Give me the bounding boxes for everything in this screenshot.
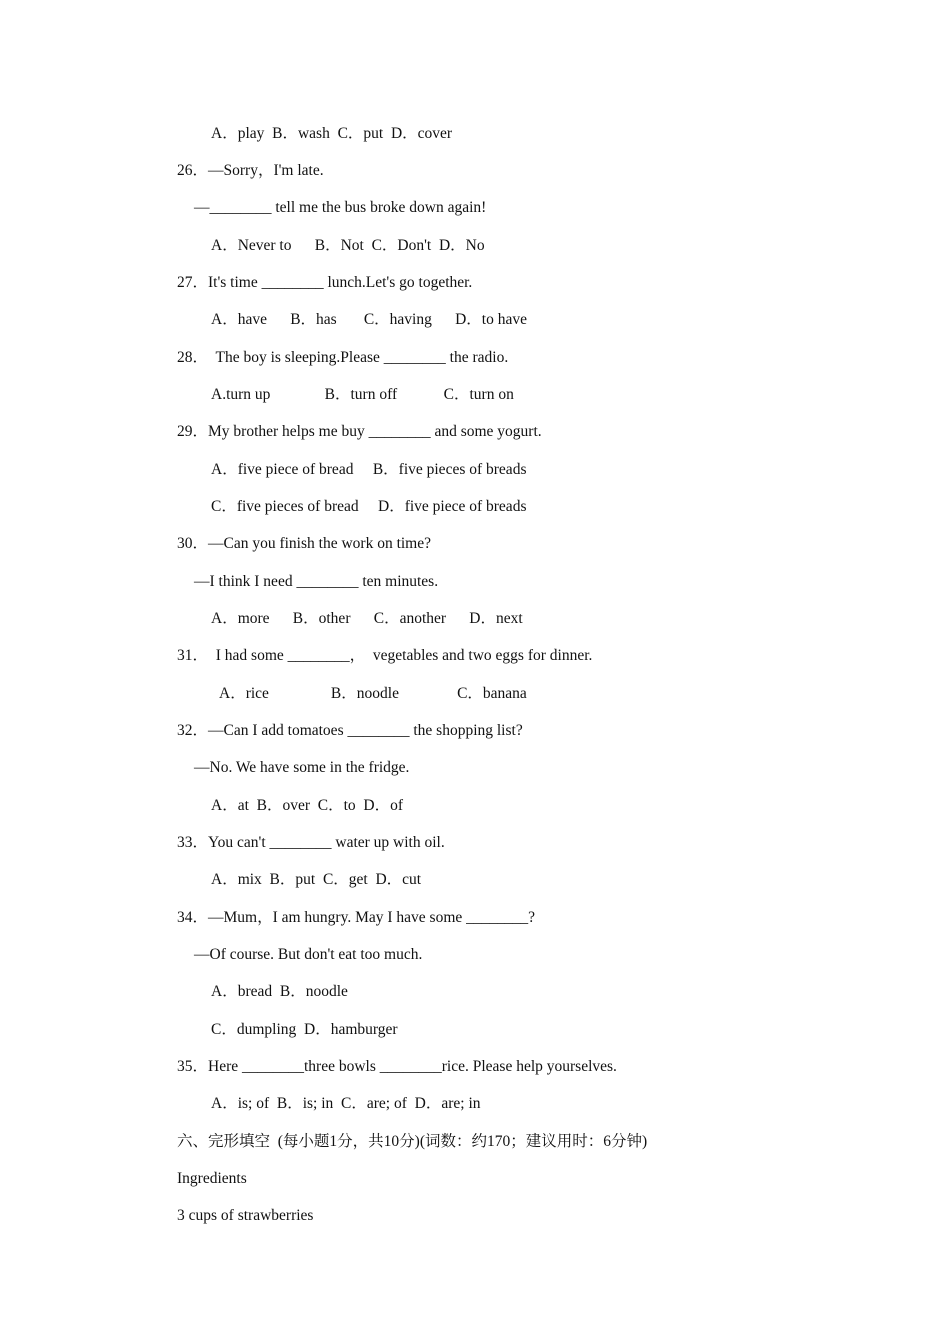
q29-options-ab: A．five piece of bread B．five pieces of breads (211, 461, 527, 478)
q28-question: 28． The boy is sleeping.Please ________ the radio. (177, 349, 509, 366)
section-heading: 六、完形填空 (每小题1分，共10分)(词数：约170；建议用时：6分钟) (177, 1133, 648, 1150)
q28-options: A.turn up B．turn off C．turn on (211, 386, 514, 403)
q29-options-cd: C．five pieces of bread D．five piece of breads (211, 498, 527, 515)
q35-question: 35．Here ________three bowls ________rice. Please help yourselves. (177, 1058, 617, 1075)
q32-question: 32．—Can I add tomatoes ________ the shopping list? (177, 722, 523, 739)
q26-question: 26．—Sorry，I'm late. (177, 162, 324, 179)
q29-question: 29．My brother helps me buy ________ and some yogurt. (177, 423, 542, 440)
ingredient-item: 3 cups of strawberries (177, 1207, 314, 1224)
q30-options: A．more B．other C．another D．next (211, 610, 523, 627)
q32-response: —No. We have some in the fridge. (194, 759, 410, 776)
q31-options: A．rice B．noodle C．banana (219, 685, 527, 702)
q33-options: A．mix B．put C．get D．cut (211, 871, 422, 888)
q35-options: A．is; of B．is; in C．are; of D．are; in (211, 1095, 481, 1112)
q31-question: 31． I had some ________， vegetables and two eggs for dinner. (177, 647, 593, 664)
q30-question: 30．—Can you finish the work on time? (177, 535, 431, 552)
q27-options: A．have B．has C．having D．to have (211, 311, 527, 328)
q34-options-cd: C．dumpling D．hamburger (211, 1021, 398, 1038)
q34-options-ab: A．bread B．noodle (211, 983, 348, 1000)
q33-question: 33．You can't ________ water up with oil. (177, 834, 445, 851)
q27-question: 27．It's time ________ lunch.Let's go together. (177, 274, 473, 291)
q34-question: 34．—Mum，I am hungry. May I have some ________? (177, 909, 536, 926)
ingredients-heading: Ingredients (177, 1170, 247, 1187)
q26-response: —________ tell me the bus broke down again! (194, 199, 487, 216)
q30-response: —I think I need ________ ten minutes. (194, 573, 439, 590)
q32-options: A．at B．over C．to D．of (211, 797, 404, 814)
q34-response: —Of course. But don't eat too much. (194, 946, 423, 963)
q26-options: A．Never to B．Not C．Don't D．No (211, 237, 485, 254)
q25-options: A．play B．wash C．put D．cover (211, 125, 453, 142)
